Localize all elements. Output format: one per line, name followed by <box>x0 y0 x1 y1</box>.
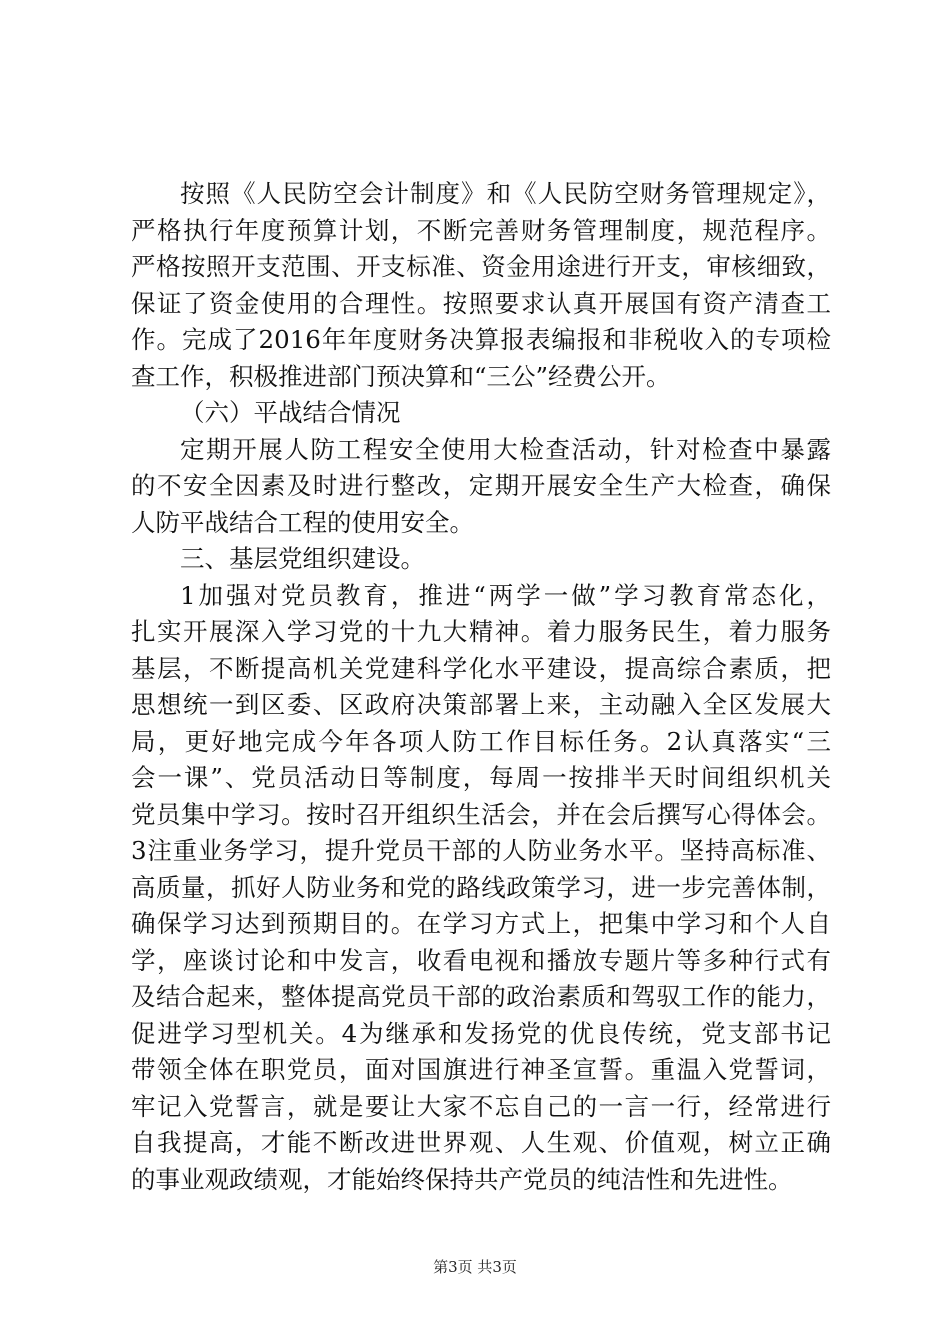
text-line: （六）平战结合情况 <box>180 398 401 427</box>
text-line: 作。完成了2016年年度财务决算报表编报和非税收入的专项检 <box>131 325 831 354</box>
page-footer: 第3页 共3页 <box>433 1258 517 1276</box>
text-line: 自我提高，才能不断改进世界观、人生观、价值观，树立正确 <box>131 1128 831 1157</box>
text-line: 扎实开展深入学习党的十九大精神。着力服务民生，着力服务 <box>131 617 831 646</box>
text-line: 3注重业务学习，提升党员干部的人防业务水平。坚持高标准、 <box>131 836 831 865</box>
text-line: 查工作，积极推进部门预决算和“三公”经费公开。 <box>131 361 671 391</box>
text-line: 定期开展人防工程安全使用大检查活动，针对检查中暴露 <box>180 434 831 464</box>
text-line: 学，座谈讨论和中发言，收看电视和播放专题片等多种行式有 <box>131 945 831 975</box>
text-line: 带领全体在职党员，面对国旗进行神圣宣誓。重温入党誓词， <box>131 1055 831 1084</box>
text-line: 基层，不断提高机关党建科学化水平建设，提高综合素质，把 <box>131 653 831 683</box>
text-line: 严格按照开支范围、开支标准、资金用途进行开支，审核细致， <box>131 252 831 281</box>
text-line: 促进学习型机关。4为继承和发扬党的优良传统，党支部书记 <box>131 1018 831 1048</box>
text-line: 确保学习达到预期目的。在学习方式上，把集中学习和个人自 <box>131 909 831 938</box>
text-line: 按照《人民防空会计制度》和《人民防空财务管理规定》， <box>180 179 831 208</box>
text-line: 的不安全因素及时进行整改，定期开展安全生产大检查，确保 <box>131 471 831 500</box>
text-line: 的事业观政绩观，才能始终保持共产党员的纯洁性和先进性。 <box>131 1164 793 1194</box>
text-line: 牢记入党誓言，就是要让大家不忘自己的一言一行，经常进行 <box>131 1091 831 1121</box>
document-body <box>131 176 831 1198</box>
text-line: 思想统一到区委、区政府决策部署上来，主动融入全区发展大 <box>131 690 831 719</box>
text-line: 及结合起来，整体提高党员干部的政治素质和驾驭工作的能力， <box>131 982 831 1011</box>
text-line: 严格执行年度预算计划，不断完善财务管理制度，规范程序。 <box>131 215 831 245</box>
text-line: 1加强对党员教育，推进“两学一做”学习教育常态化， <box>180 580 831 610</box>
text-line: 党员集中学习。按时召开组织生活会，并在会后撰写心得体会。 <box>131 799 831 829</box>
text-line: 会一课”、党员活动日等制度，每周一按排半天时间组织机关 <box>131 763 831 792</box>
text-line: 高质量，抓好人防业务和党的路线政策学习，进一步完善体制， <box>131 872 831 902</box>
text-line: 保证了资金使用的合理性。按照要求认真开展国有资产清查工 <box>131 288 831 318</box>
text-line: 局，更好地完成今年各项人防工作目标任务。2认真落实“三 <box>131 726 831 756</box>
text-line: 人防平战结合工程的使用安全。 <box>131 507 474 537</box>
text-line: 三、基层党组织建设。 <box>180 544 425 573</box>
